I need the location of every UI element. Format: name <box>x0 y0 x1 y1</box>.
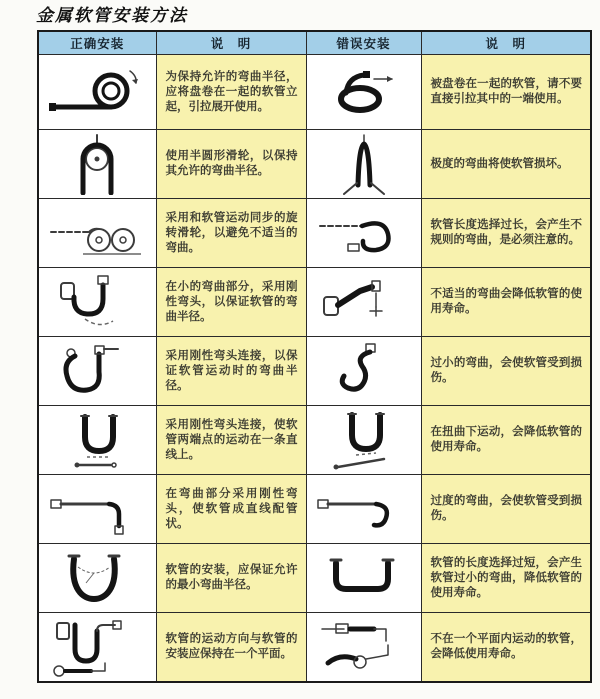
flat-coil-pulled-end-diagram <box>314 61 414 123</box>
table-row <box>38 544 591 613</box>
min-bend-radius-u-diagram <box>47 547 147 609</box>
correct-diagram-cell <box>38 199 156 268</box>
wrong-diagram-cell <box>306 406 421 475</box>
table-row <box>38 406 591 475</box>
table-row <box>38 475 591 544</box>
correct-desc: 采用和软管运动同步的旋转滑轮，以避免不适当的弯曲。 <box>156 199 306 268</box>
correct-desc: 软管的运动方向与软管的安装应保持在一个平面。 <box>156 613 306 682</box>
table-row <box>38 337 591 406</box>
wrong-diagram-cell <box>306 55 421 130</box>
wrong-desc: 过度的弯曲，会使软管受到损伤。 <box>421 475 591 544</box>
correct-desc: 在弯曲部分采用刚性弯头，使软管成直线配管状。 <box>156 475 306 544</box>
wrong-diagram-cell <box>306 130 421 199</box>
wrong-diagram-cell <box>306 268 421 337</box>
wrong-desc: 过小的弯曲，会使软管受到损伤。 <box>421 337 591 406</box>
correct-diagram-cell <box>38 337 156 406</box>
twisted-motion-diagram <box>314 409 414 471</box>
header-correct-note: 说 明 <box>156 31 306 55</box>
table-row <box>38 55 591 130</box>
same-plane-motion-diagram <box>47 615 147 679</box>
wrong-desc: 不在一个平面内运动的软管，会降低使用寿命。 <box>421 613 591 682</box>
correct-desc: 采用刚性弯头连接，以保证软管运动时的弯曲半径。 <box>156 337 306 406</box>
wrong-diagram-cell <box>306 613 421 682</box>
short-hose-flat-u-diagram <box>314 547 414 609</box>
wrong-desc: 被盘卷在一起的软管，请不要直接引拉其中的一端使用。 <box>421 55 591 130</box>
correct-diagram-cell <box>38 55 156 130</box>
wrong-desc: 在扭曲下运动，会降低软管的使用寿命。 <box>421 406 591 475</box>
correct-diagram-cell <box>38 268 156 337</box>
synchronized-rotating-pulleys-diagram <box>45 202 149 264</box>
semicircular-pulley-diagram <box>47 133 147 195</box>
overlong-hose-loop-diagram <box>314 202 414 264</box>
out-of-plane-motion-diagram <box>314 615 414 679</box>
correct-desc: 软管的安装，应保证允许的最小弯曲半径。 <box>156 544 306 613</box>
correct-diagram-cell <box>38 406 156 475</box>
correct-desc: 使用半圆形滑轮，以保持其允许的弯曲半径。 <box>156 130 306 199</box>
correct-desc: 采用刚性弯头连接，使软管两端点的运动在一条直线上。 <box>156 406 306 475</box>
straight-pipe-rigid-elbow-diagram <box>45 478 149 540</box>
wrong-desc: 不适当的弯曲会降低软管的使用寿命。 <box>421 268 591 337</box>
table-header <box>38 31 591 55</box>
table-row <box>38 613 591 682</box>
correct-diagram-cell <box>38 613 156 682</box>
table-row <box>38 130 591 199</box>
correct-desc: 在小的弯曲部分，采用刚性弯头，以保证软管的弯曲半径。 <box>156 268 306 337</box>
standing-coil-unroll-diagram <box>45 61 149 123</box>
wrong-diagram-cell <box>306 199 421 268</box>
rigid-elbow-connection-diagram <box>47 340 147 402</box>
too-small-bend-diagram <box>314 340 414 402</box>
correct-diagram-cell <box>38 544 156 613</box>
rigid-elbow-small-bend-diagram <box>47 271 147 333</box>
table-row <box>38 199 591 268</box>
wrong-diagram-cell <box>306 544 421 613</box>
page-title: 金属软管安装方法 <box>36 6 188 25</box>
u-shape-inline-motion-diagram <box>47 409 147 471</box>
improper-bend-diagram <box>314 271 414 333</box>
correct-diagram-cell <box>38 130 156 199</box>
wrong-desc: 极度的弯曲将使软管损坏。 <box>421 130 591 199</box>
excessive-bend-hook-diagram <box>314 478 414 540</box>
header-wrong-note: 说 明 <box>421 31 591 55</box>
wrong-desc: 软管的长度选择过短，会产生软管过小的弯曲，降低软管的使用寿命。 <box>421 544 591 613</box>
correct-desc: 为保持允许的弯曲半径，应将盘卷在一起的软管立起，引拉展开使用。 <box>156 55 306 130</box>
extreme-bend-diagram <box>314 133 414 195</box>
header-wrong-install: 错误安装 <box>306 31 421 55</box>
correct-diagram-cell <box>38 475 156 544</box>
installation-table <box>37 30 592 683</box>
wrong-desc: 软管长度选择过长，会产生不规则的弯曲，是必须注意的。 <box>421 199 591 268</box>
wrong-diagram-cell <box>306 337 421 406</box>
header-correct-install: 正确安装 <box>38 31 156 55</box>
table-row <box>38 268 591 337</box>
wrong-diagram-cell <box>306 475 421 544</box>
